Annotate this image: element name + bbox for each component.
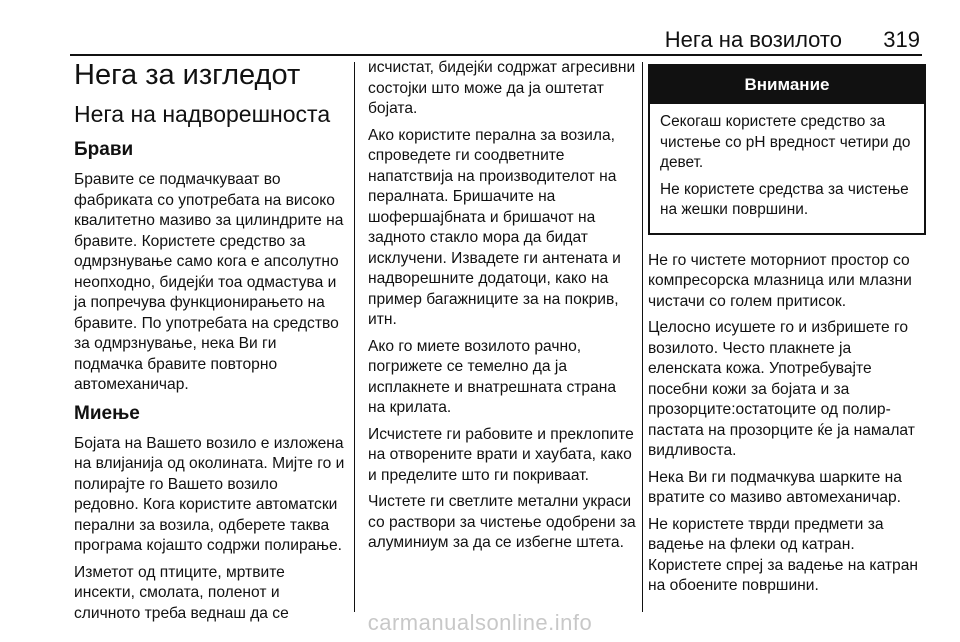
warning-title: Внимание xyxy=(650,66,924,104)
paragraph: Нека Ви ги подмачкува шарките на вратите со мазиво автомеханичар. xyxy=(648,468,902,506)
page-header xyxy=(70,26,922,56)
locks-paragraph: Бравите се подмачкуваат во фабриката со употребата на високо квалитетно мазиво за цилиндрите на бравите. Користете средство за одмрзнување само кога е апсолутно неопходно, бидејќи тоа одмастува и ја попречува функционирањето на бравите. По употребата на средство за одмрзнување, нека Ви ги подмачка бравите повторно автомеханичар. xyxy=(74,171,344,393)
locks-heading: Брави xyxy=(74,139,134,160)
warning-text: Секогаш користете средство за чистење со pH вредност четири до девет. xyxy=(660,113,911,171)
paragraph: Ако користите перална за возила, спроведете ги соодветните напатствија на производителот на пералната. Бришачите на шофершајбната и бришачот на задното стакло мора да бидат исклучени. Извадете ги антената и надворешните додатоци, како на пример багажниците за на покрив, итн. xyxy=(368,126,621,328)
page-number: 319 xyxy=(883,27,920,52)
paragraph: Ако го миете возилото рачно, погрижете се темелно да ја исплакнете и внатрешната страна на крилата. xyxy=(368,337,617,416)
column-divider xyxy=(354,62,355,612)
paragraph: Не користете тврди предмети за вадење на флеки од катран. Користете спреј за вадење на катран на обоените површини. xyxy=(648,515,919,594)
contaminants-paragraph: Изметот од птиците, мртвите инсекти, смолата, поленот и сличното треба веднаш да се xyxy=(74,563,289,622)
column-right xyxy=(648,58,926,603)
paragraph: Целосно исушете го и избришете го возилото. Често плакнете ја еленската кожа. Употребувајте посебни кожи за бојата и за прозорците:остатоците од полир-пастата на прозорците ќе ја намалат видливоста. xyxy=(648,319,915,459)
column-divider xyxy=(642,62,643,612)
column-left xyxy=(74,58,346,630)
paragraph: Не го чистете моторниот простор со компресорска млазница или млазни чистачи со голем притисок. xyxy=(648,251,912,310)
warning-body xyxy=(650,104,924,233)
washing-paragraph: Бојата на Вашето возило е изложена на влијанија од околината. Мијте го и полирајте го Вашето возило редовно. Кога користите автоматски перални за возила, одберете таква програма којашто содржи полирање. xyxy=(74,434,345,554)
paragraph: исчистат, бидејќи содржат агресивни состојки што може да ја оштетат бојата. xyxy=(368,59,636,117)
paragraph: Чистете ги светлите метални украси со раствори за чистење одобрени за алуминиум за да се избегне штета. xyxy=(368,493,636,551)
washing-heading: Миење xyxy=(74,402,140,424)
section-title: Нега за изгледот xyxy=(74,59,301,91)
paragraph: Исчистете ги рабовите и преклопите на отворените врати и хаубата, како и пределите што ги покриваат. xyxy=(368,425,634,484)
warning-text: Не користете средства за чистење на жешки површини. xyxy=(660,180,909,218)
watermark: carmanualsonline.info xyxy=(367,610,593,635)
warning-box xyxy=(648,64,926,235)
column-middle xyxy=(368,58,636,560)
header-title: Нега на возилото xyxy=(664,27,842,52)
subsection-title: Нега на надворешноста xyxy=(74,101,331,127)
